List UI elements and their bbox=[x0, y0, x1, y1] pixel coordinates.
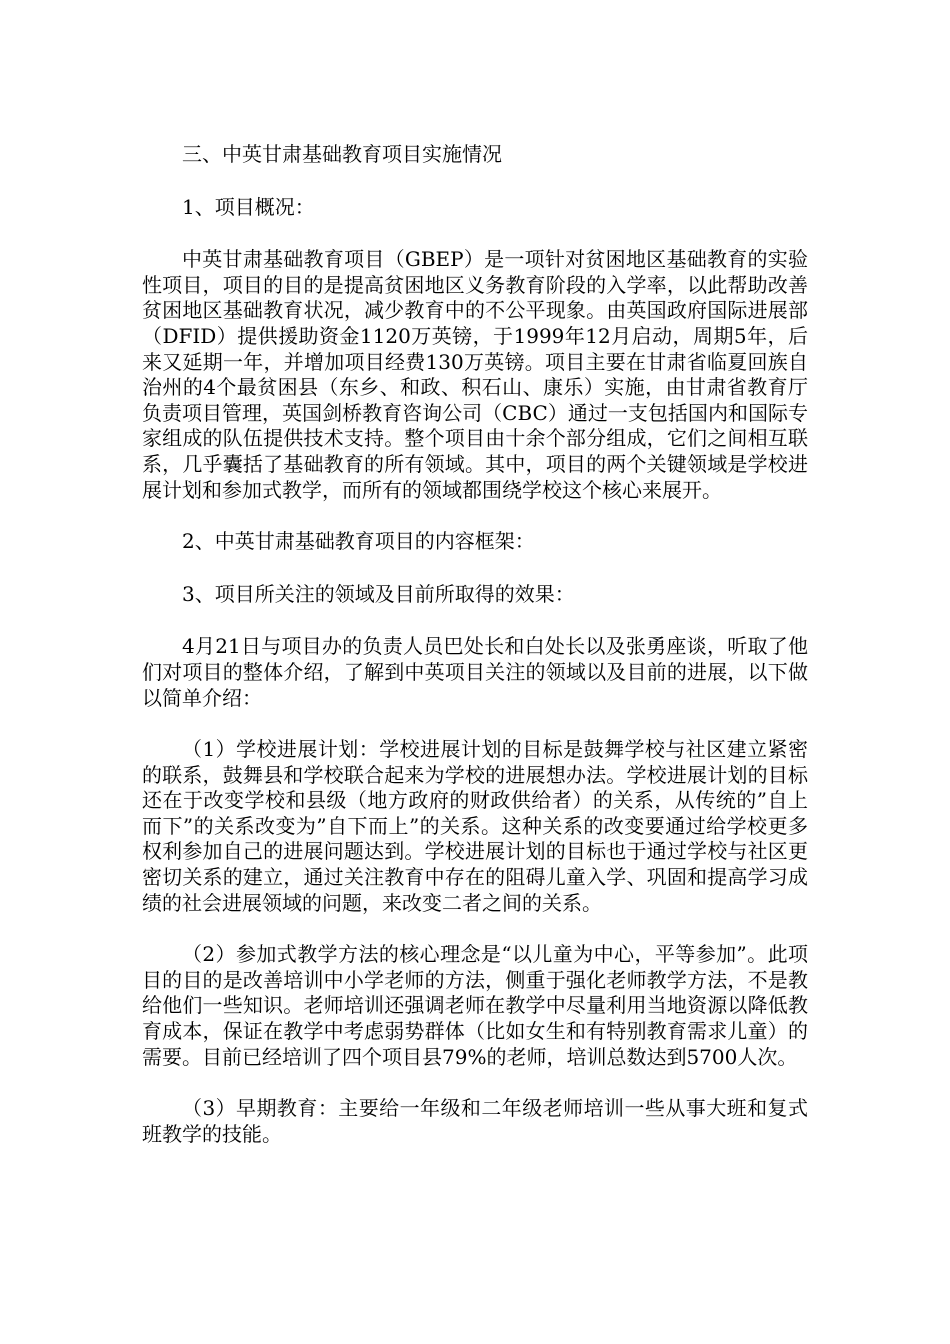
paragraph-meeting: 4月21日与项目办的负责人员巴处长和白处长以及张勇座谈，听取了他们对项目的整体介绍，了解到中英项目关注的领域以及目前的进展，以下做以简单介绍： bbox=[142, 634, 808, 710]
paragraph-school-development-plan: （1）学校进展计划：学校进展计划的目标是鼓舞学校与社区建立紧密的联系，鼓舞县和学校联合起来为学校的进展想办法。学校进展计划的目标还在于改变学校和县级（地方政府的财政供给者）的关系，从传统的”自上而下”的关系改变为”自下而上”的关系。这种关系的改变要通过给学校更多权利参加自己的进展问题达到。学校进展计划的目标也于通过学校与社区更密切关系的建立，通过关注教育中存在的阻碍儿童入学、巩固和提高学习成绩的社会进展领域的问题，来改变二者之间的关系。 bbox=[142, 737, 808, 915]
section-heading: 三、中英甘肃基础教育项目实施情况 bbox=[182, 142, 502, 166]
paragraph-overview: 中英甘肃基础教育项目（GBEP）是一项针对贫困地区基础教育的实验性项目，项目的目的是提高贫困地区义务教育阶段的入学率，以此帮助改善贫困地区基础教育状况，减少教育中的不公平现象。由英国政府国际进展部（DFID）提供援助资金1120万英镑，于1999年12月启动，周期5年，后来又延期一年，并增加项目经费130万英镑。项目主要在甘肃省临夏回族自治州的4个最贫困县（东乡、和政、积石山、康乐）实施，由甘肃省教育厅负责项目管理，英国剑桥教育咨询公司（CBC）通过一支包括国内和国际专家组成的队伍提供技术支持。整个项目由十余个部分组成，它们之间相互联系，几乎囊括了基础教育的所有领域。其中，项目的两个关键领域是学校进展计划和参加式教学，而所有的领域都围绕学校这个核心来展开。 bbox=[142, 247, 808, 502]
subsection-heading-overview: 1、项目概况： bbox=[182, 194, 315, 219]
subsection-heading-focus-areas: 3、项目所关注的领域及目前所取得的效果： bbox=[182, 581, 575, 606]
paragraph-participatory-teaching: （2）参加式教学方法的核心理念是“以儿童为中心，平等参加”。此项目的目的是改善培训中小学老师的方法，侧重于强化老师教学方法，不是教给他们一些知识。老师培训还强调老师在教学中尽量利用当地资源以降低教育成本，保证在教学中考虑弱势群体（比如女生和有特别教育需求儿童）的需要。目前已经培训了四个项目县79%的老师，培训总数达到5700人次。 bbox=[142, 942, 808, 1069]
subsection-heading-framework: 2、中英甘肃基础教育项目的内容框架： bbox=[182, 529, 535, 554]
document-body bbox=[142, 142, 808, 1173]
paragraph-early-education: （3）早期教育：主要给一年级和二年级老师培训一些从事大班和复式班教学的技能。 bbox=[142, 1096, 808, 1146]
